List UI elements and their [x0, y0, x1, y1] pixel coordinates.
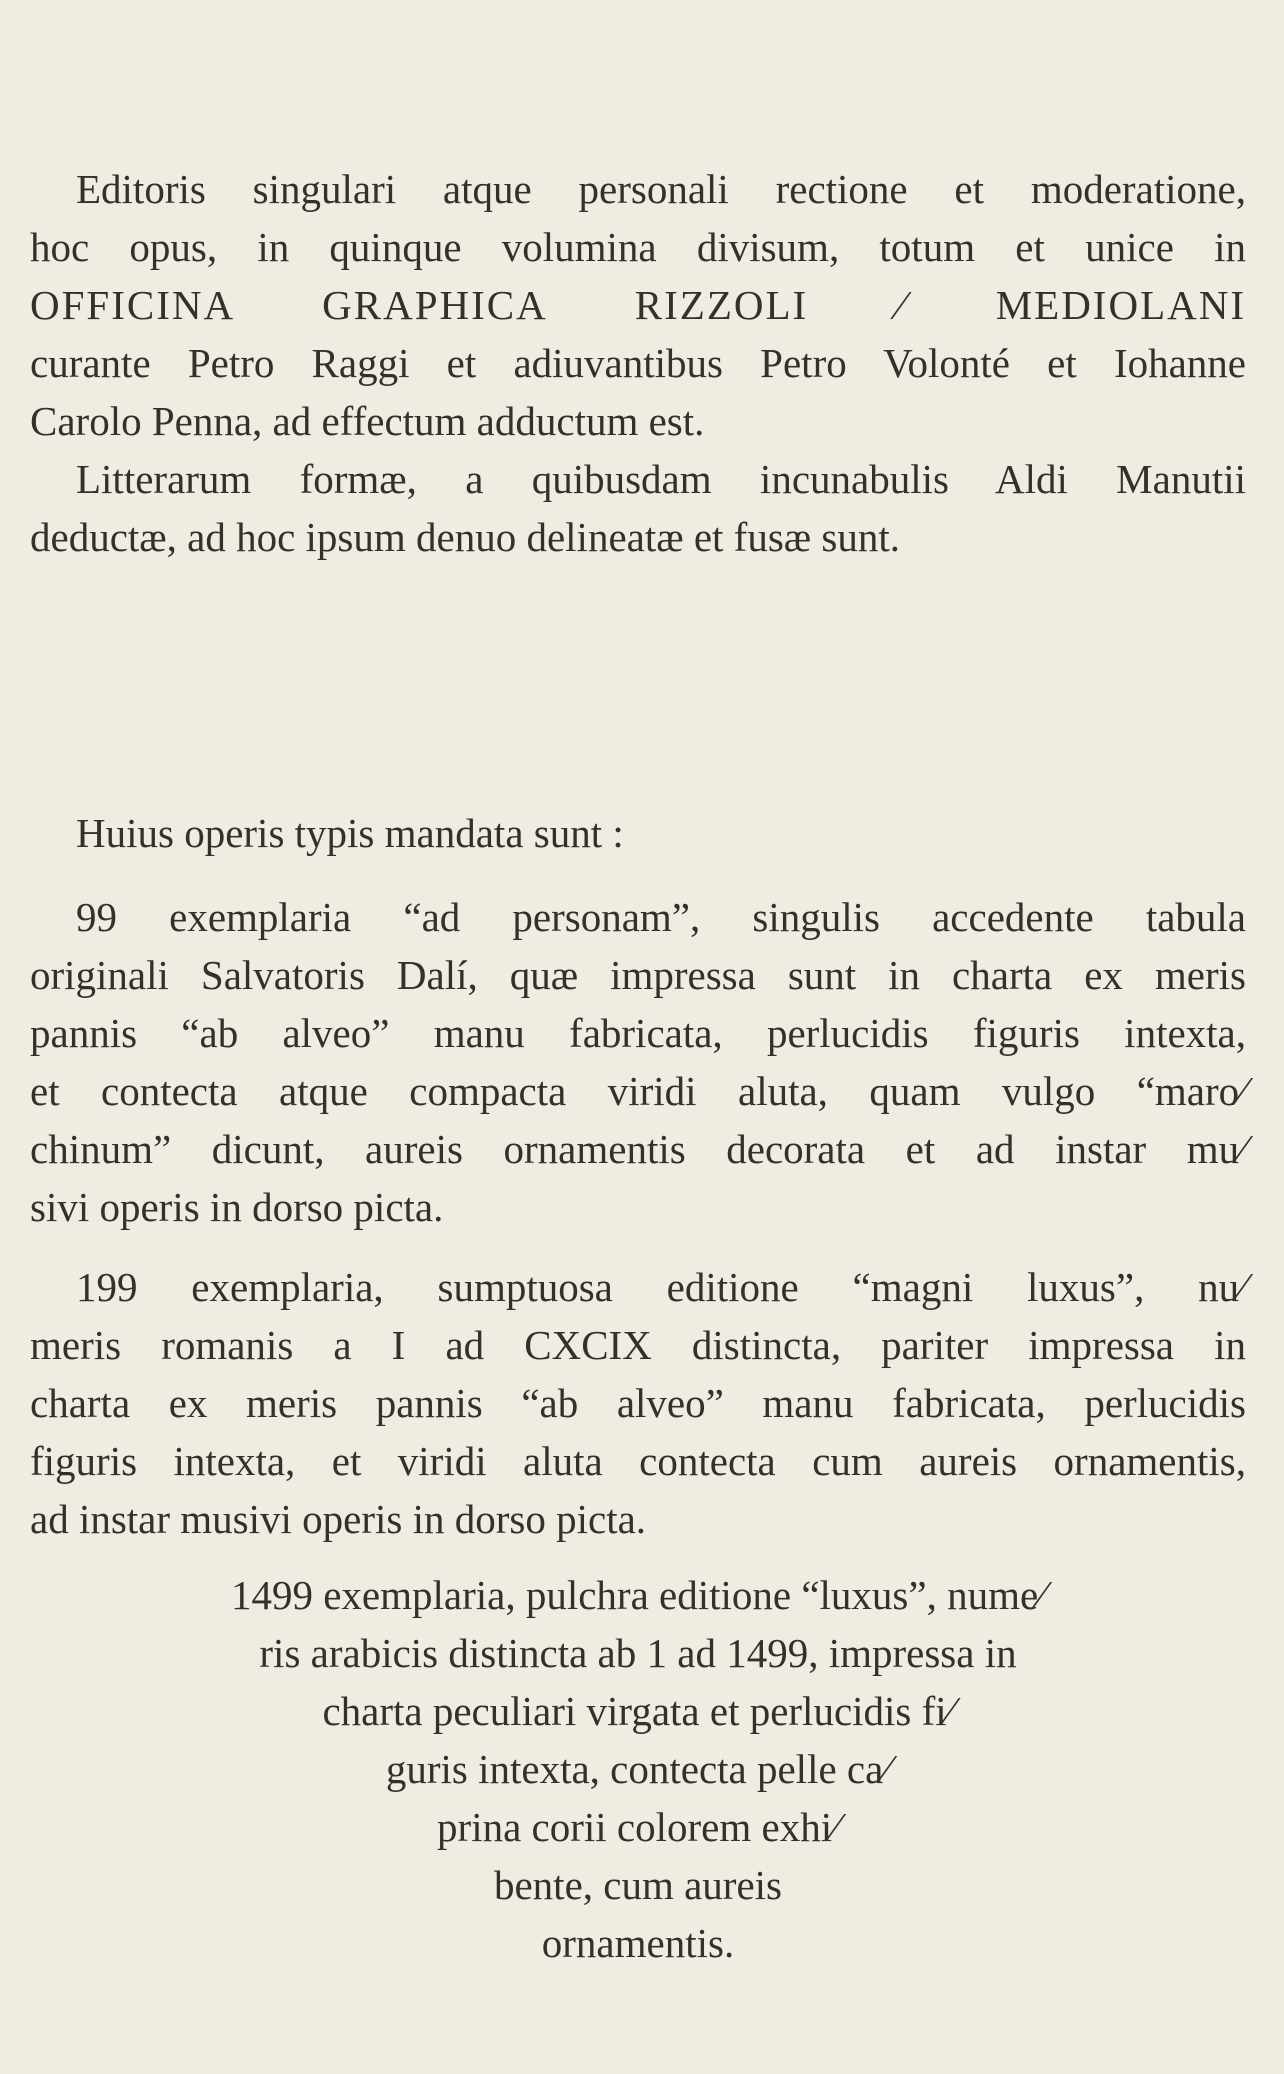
paragraph-heading: [30, 804, 1246, 862]
text-line: ad instar musivi operis in dorso picta.: [30, 1496, 647, 1542]
text-line: hoc opus, in quinque volumina divisum, totum et unice in: [30, 224, 1246, 270]
text-line: sivi operis in dorso picta.: [30, 1184, 444, 1230]
paragraph-edition-199: [30, 1258, 1246, 1548]
text-line: curante Petro Raggi et adiuvantibus Petro Volonté et Iohanne: [30, 340, 1246, 386]
text-line: pannis “ab alveo” manu fabricata, perlucidis figuris intexta,: [30, 1010, 1246, 1056]
paragraph-edition-99: [30, 888, 1246, 1236]
text-line: et contecta atque compacta viridi aluta, quam vulgo “maro⁄: [30, 1068, 1246, 1114]
text-line: meris romanis a I ad CXCIX distincta, pariter impressa in: [30, 1322, 1246, 1368]
text-line-imprint-caps: OFFICINA GRAPHICA RIZZOLI ⁄ MEDIOLANI: [30, 282, 1246, 328]
text-line: guris intexta, contecta pelle ca⁄: [385, 1746, 891, 1792]
text-line: chinum” dicunt, aureis ornamentis decorata et ad instar mu⁄: [30, 1126, 1246, 1172]
text-line: ris arabicis distincta ab 1 ad 1499, impressa in: [259, 1630, 1017, 1676]
text-line: Carolo Penna, ad effectum adductum est.: [30, 398, 705, 444]
text-line: Litterarum formæ, a quibusdam incunabulis Aldi Manutii: [76, 456, 1246, 502]
text-line: 1499 exemplaria, pulchra editione “luxus”, nume⁄: [230, 1572, 1046, 1618]
paragraph-edition-1499: [30, 1566, 1246, 1972]
paragraph-typeface: [30, 450, 1246, 566]
text-line: Editoris singulari atque personali rectione et moderatione,: [76, 166, 1246, 212]
heading-line: Huius operis typis mandata sunt :: [76, 810, 624, 856]
text-line: charta peculiari virgata et perlucidis fi⁄: [322, 1688, 954, 1734]
text-line: prina corii colorem exhi⁄: [437, 1804, 839, 1850]
text-line: bente, cum aureis: [493, 1862, 783, 1908]
text-line: 199 exemplaria, sumptuosa editione “magni luxus”, nu⁄: [76, 1264, 1246, 1310]
text-line: deductæ, ad hoc ipsum denuo delineatæ et fusæ sunt.: [30, 514, 900, 560]
text-line: charta ex meris pannis “ab alveo” manu fabricata, perlucidis: [30, 1380, 1246, 1426]
text-line: ornamentis.: [541, 1920, 735, 1966]
text-line: 99 exemplaria “ad personam”, singulis accedente tabula: [76, 894, 1246, 940]
paragraph-production: [30, 160, 1246, 450]
text-line: originali Salvatoris Dalí, quæ impressa sunt in charta ex meris: [30, 952, 1246, 998]
text-line: figuris intexta, et viridi aluta contecta cum aureis ornamentis,: [30, 1438, 1246, 1484]
